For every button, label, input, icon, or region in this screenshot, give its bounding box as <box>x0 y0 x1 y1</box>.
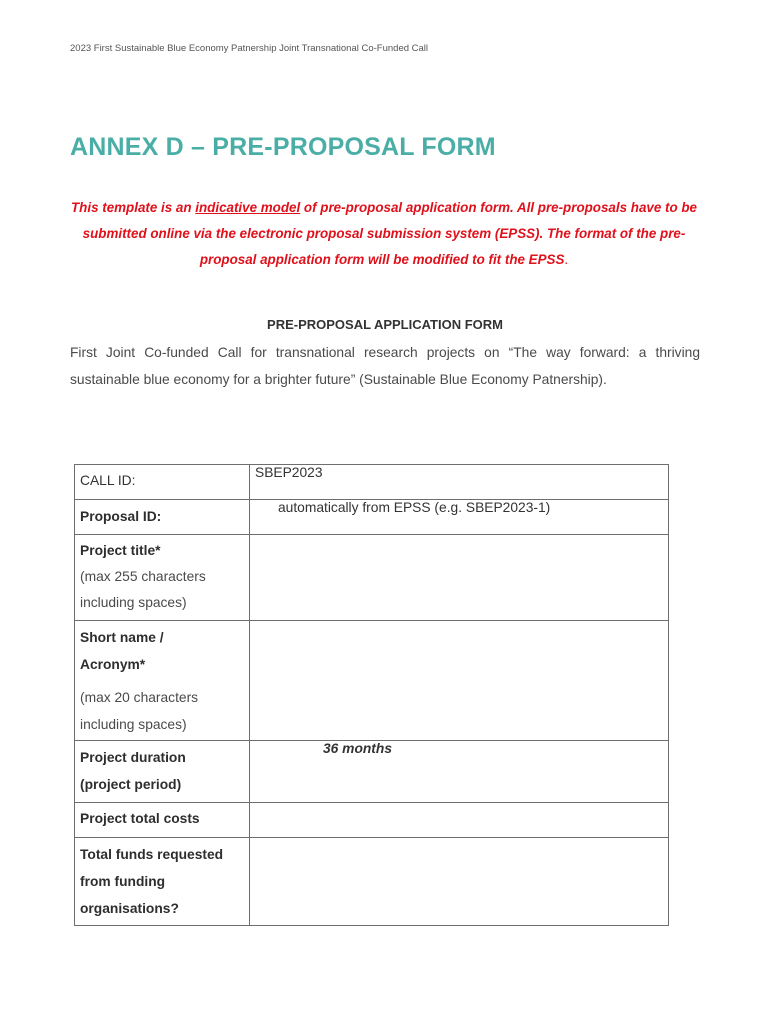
duration-value[interactable]: 36 months <box>250 741 669 803</box>
short-name-label-cell <box>75 621 250 741</box>
annex-title: ANNEX D – PRE-PROPOSAL FORM <box>70 133 496 161</box>
call-intro: First Joint Co-funded Call for transnational research projects on “The way forward: a thriving sustainable blue economy for a brighter future” (Sustainable Blue Economy Patnership). <box>70 345 700 387</box>
short-name-label-2: Acronym* <box>80 656 146 672</box>
notice-text-start: This template is an <box>70 200 196 215</box>
proposal-id-label-cell <box>75 500 250 535</box>
table-row-project-title <box>75 535 669 621</box>
table-row-funds-requested <box>75 838 669 926</box>
project-title-label-cell <box>75 535 250 621</box>
pre-proposal-table <box>74 464 669 926</box>
notice-underlined-text: indicative model <box>195 200 301 215</box>
duration-label-1: Project duration <box>80 750 186 765</box>
proposal-id-label: Proposal ID: <box>80 509 162 524</box>
notice-text-end: of pre-proposal application form. All pre-proposals have to be submitted online via the electronic proposal submission system (EPSS). The format of the pre-proposal application form will be modified to fit the EPSS <box>82 200 697 267</box>
proposal-id-value[interactable]: automatically from EPSS (e.g. SBEP2023-1) <box>250 500 669 535</box>
template-notice <box>66 195 702 273</box>
short-name-hint-2: including spaces) <box>80 716 187 732</box>
form-heading: PRE-PROPOSAL APPLICATION FORM <box>267 317 503 332</box>
table-row-duration <box>75 741 669 803</box>
call-id-label-cell <box>75 465 250 500</box>
table-row-call-id <box>75 465 669 500</box>
short-name-input[interactable] <box>250 621 669 741</box>
notice-period: . <box>564 252 569 267</box>
project-title-label: Project title* <box>80 543 161 558</box>
total-costs-input[interactable] <box>250 803 669 838</box>
running-header: 2023 First Sustainable Blue Economy Patnership Joint Transnational Co-Funded Call <box>70 43 429 54</box>
call-id-value[interactable]: SBEP2023 <box>250 465 669 500</box>
table-row-proposal-id <box>75 500 669 535</box>
table-row-short-name <box>75 621 669 741</box>
short-name-label-1: Short name / <box>80 630 164 645</box>
duration-label-2: (project period) <box>80 776 182 792</box>
total-costs-label-cell <box>75 803 250 838</box>
funds-requested-label-1: Total funds requested <box>80 847 224 862</box>
funds-requested-label-3: organisations? <box>80 901 179 916</box>
project-title-input[interactable] <box>250 535 669 621</box>
project-title-hint-1: (max 255 characters <box>80 569 206 584</box>
funds-requested-input[interactable] <box>250 838 669 926</box>
short-name-hint-1: (max 20 characters <box>80 690 199 705</box>
funds-requested-label-2: from funding <box>80 874 166 889</box>
project-title-hint-2: including spaces) <box>80 595 187 610</box>
funds-requested-label-cell <box>75 838 250 926</box>
table-row-total-costs <box>75 803 669 838</box>
total-costs-label: Project total costs <box>80 811 200 826</box>
call-id-label: CALL ID: <box>80 473 136 488</box>
duration-label-cell <box>75 741 250 803</box>
